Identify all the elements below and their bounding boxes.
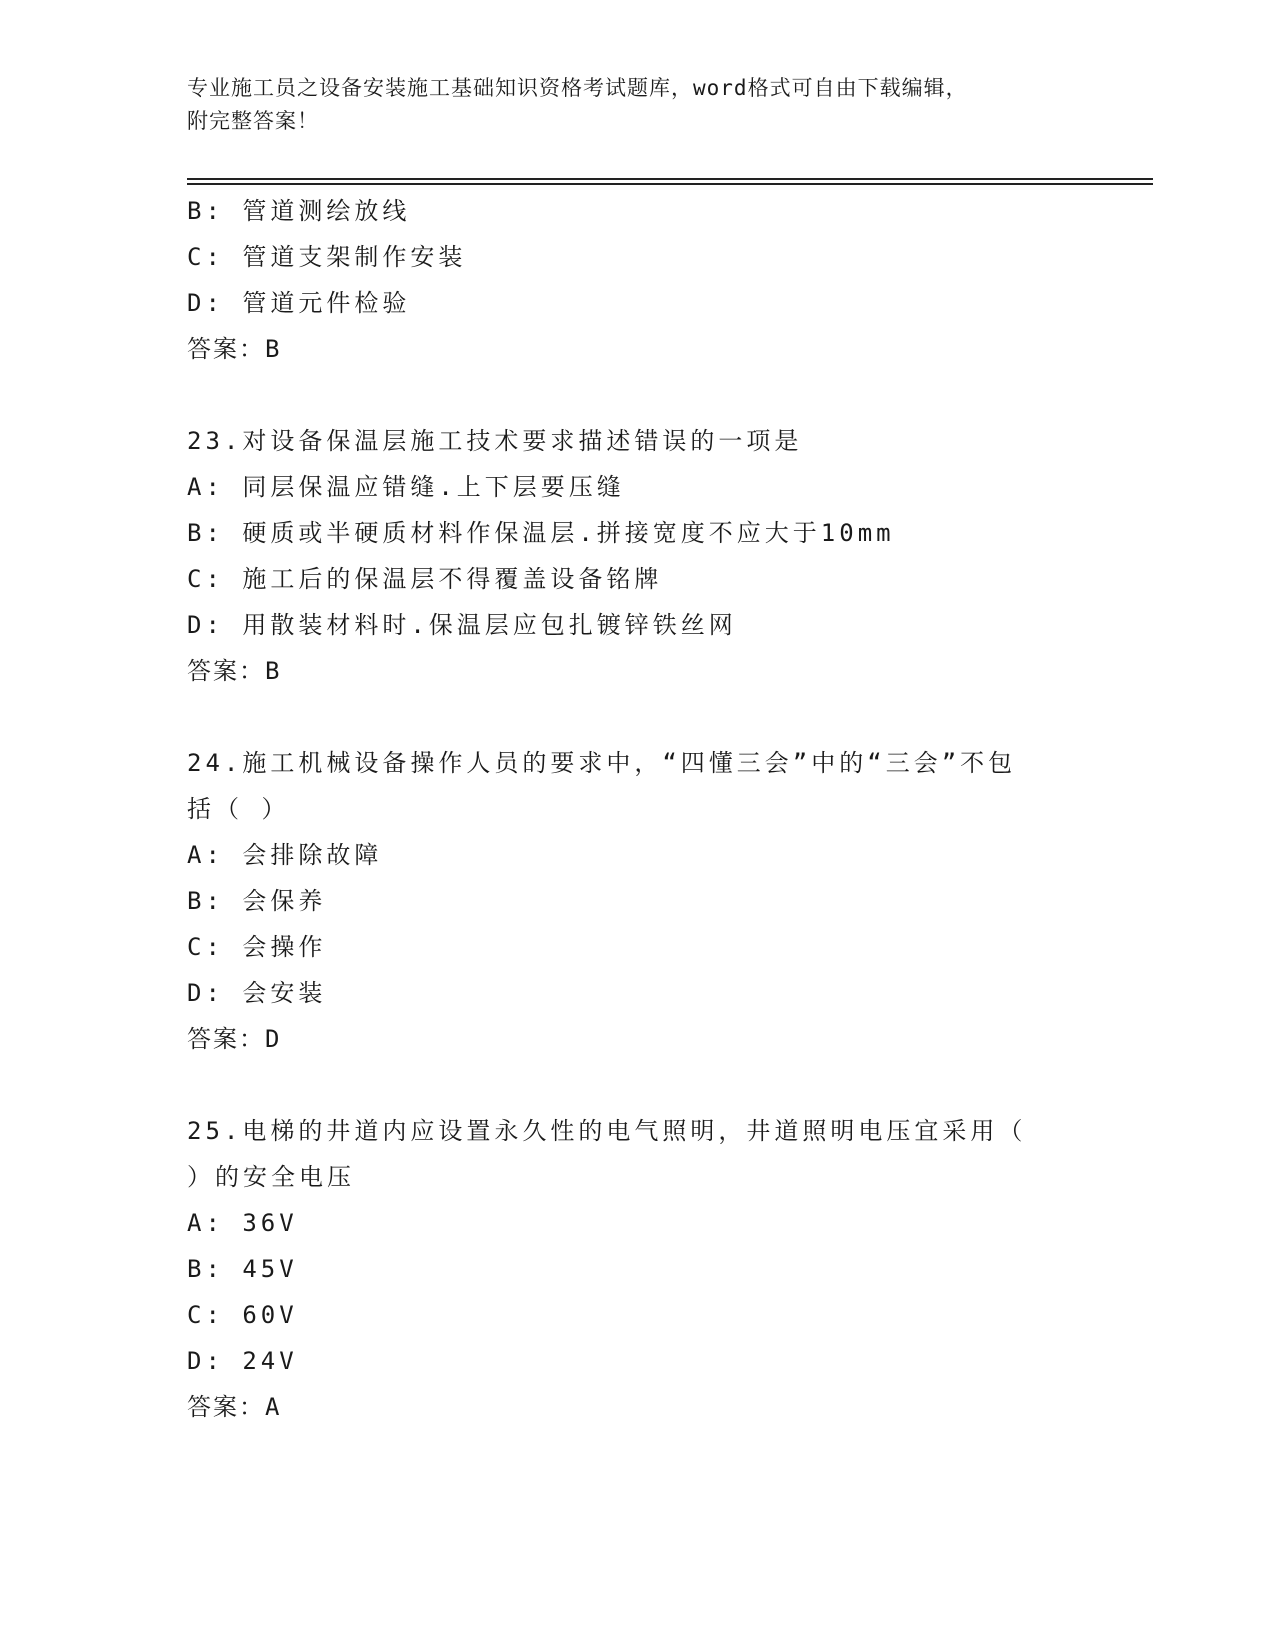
option-b: B: 硬质或半硬质材料作保温层.拼接宽度不应大于10mm — [187, 519, 895, 547]
header-line-1: 专业施工员之设备安装施工基础知识资格考试题库，word格式可自由下载编辑， — [187, 76, 968, 100]
block-spacer — [187, 694, 1087, 740]
option-a: A: 会排除故障 — [187, 841, 383, 869]
option-d: D: 管道元件检验 — [187, 289, 411, 317]
answer-label: 答案：D — [187, 1025, 282, 1053]
option-c: C: 会操作 — [187, 933, 327, 961]
question-list — [187, 188, 1087, 1430]
question-text-line-1: 24.施工机械设备操作人员的要求中，“四懂三会”中的“三会”不包 — [187, 749, 1017, 777]
question-text-line-2: 括（ ） — [187, 795, 290, 823]
header-divider-bottom — [187, 183, 1153, 185]
option-c: C: 60V — [187, 1301, 298, 1329]
block-spacer — [187, 1062, 1087, 1108]
option-b: B: 45V — [187, 1255, 298, 1283]
block-spacer — [187, 372, 1087, 418]
question-text-line-2: ）的安全电压 — [187, 1163, 355, 1191]
option-b: B: 管道测绘放线 — [187, 197, 411, 225]
option-c: C: 管道支架制作安装 — [187, 243, 467, 271]
question-text-line-1: 25.电梯的井道内应设置永久性的电气照明，井道照明电压宜采用（ — [187, 1117, 1027, 1145]
document-header — [187, 72, 1087, 138]
option-a: A: 36V — [187, 1209, 298, 1237]
header-divider-top — [187, 178, 1153, 180]
option-d: D: 用散装材料时.保温层应包扎镀锌铁丝网 — [187, 611, 737, 639]
option-d: D: 24V — [187, 1347, 298, 1375]
option-b: B: 会保养 — [187, 887, 327, 915]
option-a: A: 同层保温应错缝.上下层要压缝 — [187, 473, 625, 501]
option-c: C: 施工后的保温层不得覆盖设备铭牌 — [187, 565, 663, 593]
answer-label: 答案：B — [187, 657, 282, 685]
option-d: D: 会安装 — [187, 979, 327, 1007]
question-block-25 — [187, 1108, 1087, 1430]
answer-label: 答案：B — [187, 335, 282, 363]
header-line-2: 附完整答案！ — [187, 109, 319, 133]
question-block-24 — [187, 740, 1087, 1062]
answer-label: 答案：A — [187, 1393, 282, 1421]
question-block-23 — [187, 418, 1087, 694]
question-block-22 — [187, 188, 1087, 372]
question-text: 23.对设备保温层施工技术要求描述错误的一项是 — [187, 427, 803, 455]
